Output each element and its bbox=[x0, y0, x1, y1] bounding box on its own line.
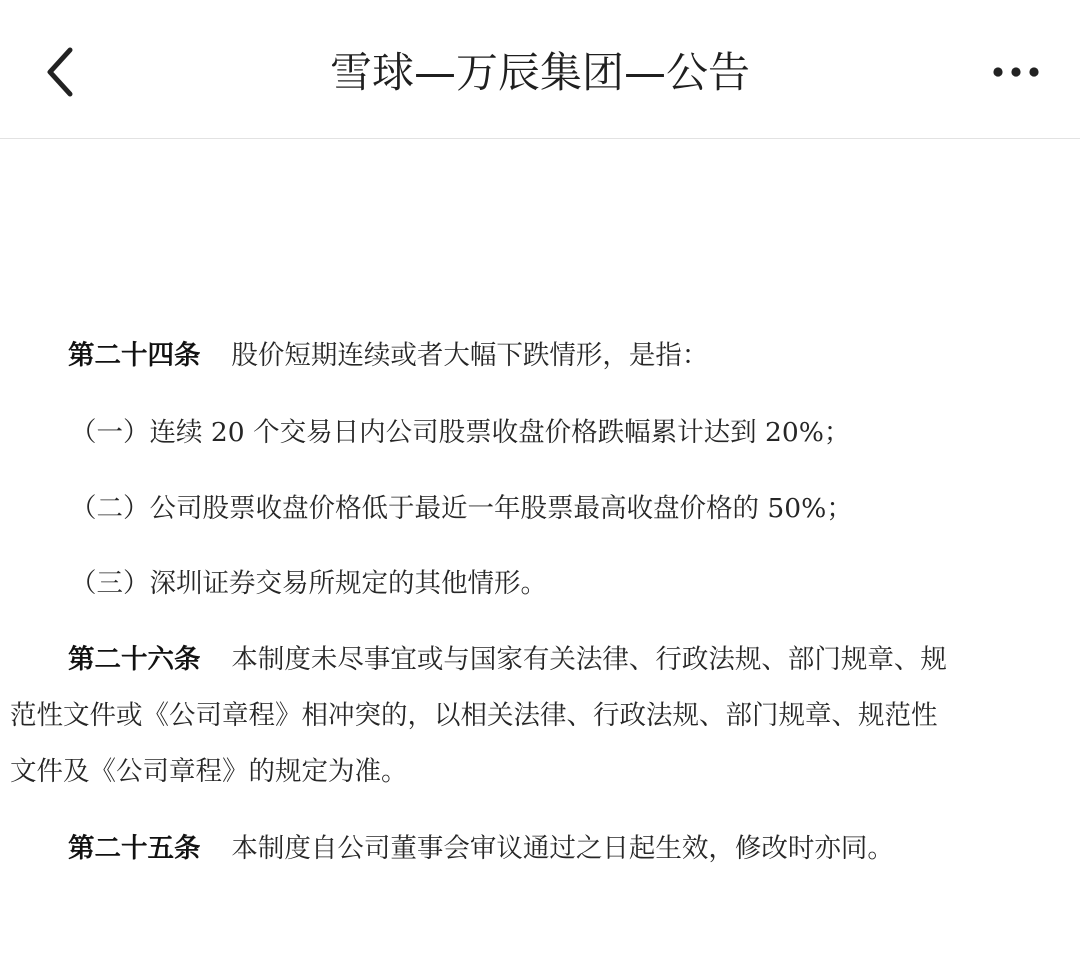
article-24-paragraph bbox=[68, 336, 708, 376]
more-horizontal-icon bbox=[992, 66, 1040, 78]
article-26-text-line-2: 范性文件或《公司章程》相冲突的，以相关法律、行政法规、部门规章、规范性 bbox=[10, 700, 938, 731]
article-26-line-1 bbox=[68, 640, 947, 680]
article-24-item-3: （三）深圳证券交易所规定的其他情形。 bbox=[70, 568, 547, 599]
back-button[interactable] bbox=[30, 40, 90, 104]
chevron-left-icon bbox=[44, 46, 76, 98]
document-content bbox=[0, 139, 1080, 961]
page-title: 雪球—万辰集团—公告 bbox=[329, 48, 750, 97]
article-24-item-1: （一）连续 20 个交易日内公司股票收盘价格跌幅累计达到 20%； bbox=[70, 417, 851, 448]
article-25-text: 本制度自公司董事会审议通过之日起生效，修改时亦同。 bbox=[231, 833, 894, 864]
article-26-text-line-3: 文件及《公司章程》的规定为准。 bbox=[10, 756, 408, 787]
article-24-heading: 第二十四条 bbox=[68, 340, 201, 371]
article-24-item-2: （二）公司股票收盘价格低于最近一年股票最高收盘价格的 50%； bbox=[70, 493, 853, 524]
article-24-text: 股价短期连续或者大幅下跌情形，是指： bbox=[231, 340, 709, 371]
article-26-text-line-1: 本制度未尽事宜或与国家有关法律、行政法规、部门规章、规 bbox=[231, 644, 947, 675]
top-navigation-bar bbox=[0, 0, 1080, 139]
article-25-heading: 第二十五条 bbox=[68, 833, 201, 864]
article-25-paragraph bbox=[68, 829, 894, 869]
more-options-button[interactable] bbox=[988, 52, 1044, 92]
article-26-heading: 第二十六条 bbox=[68, 644, 201, 675]
